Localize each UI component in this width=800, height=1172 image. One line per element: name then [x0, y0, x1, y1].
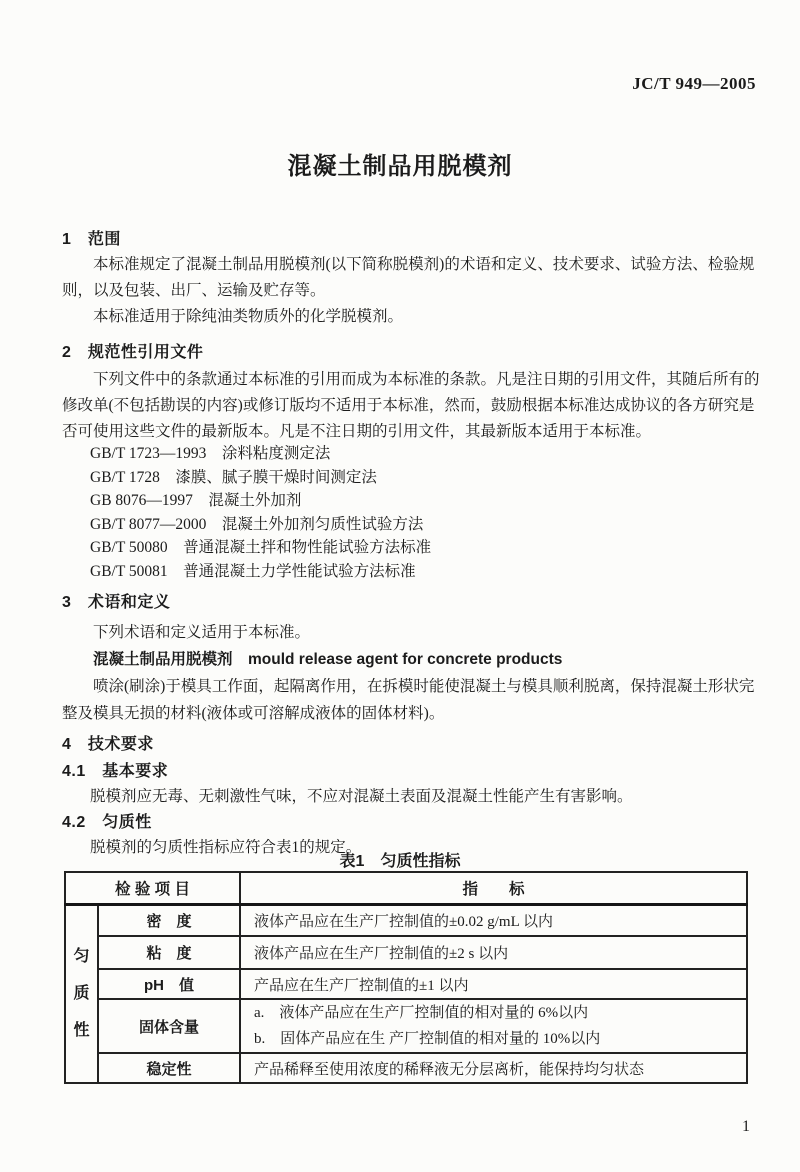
term-definition-title: 混凝土制品用脱模剂 mould release agent for concrete products: [93, 651, 563, 668]
item-solid-content: 固体含量: [98, 999, 240, 1053]
paragraph-line: 下列文件中的条款通过本标准的引用而成为本标准的条款。凡是注日期的引用文件，其随后所有的: [93, 371, 760, 388]
section-2-paragraph: [62, 367, 760, 445]
reference-item: GB/T 8077—2000 混凝土外加剂匀质性试验方法: [90, 515, 424, 533]
section-4-1-text: [90, 784, 776, 810]
paragraph-line: 否可使用这些文件的最新版本。凡是不注日期的引用文件，其最新版本适用于本标准。: [62, 423, 652, 440]
reference-item: GB/T 50081 普通混凝土力学性能试验方法标准: [90, 562, 416, 580]
group-label-text: 匀质性: [73, 948, 90, 1040]
item-density: 密 度: [98, 904, 240, 936]
table-row: [65, 904, 747, 936]
index-solid-content-a: a. 液体产品应在生产厂控制值的相对量的 6%以内: [254, 1005, 589, 1021]
index-solid-content: [240, 999, 747, 1053]
col-header-index: 指 标: [240, 872, 747, 904]
paragraph-line: 本标准适用于除纯油类物质外的化学脱模剂。: [93, 308, 404, 325]
table-1-caption: 表1 匀质性指标: [339, 853, 461, 870]
table-header-row: [65, 872, 747, 904]
paragraph-line: 本标准规定了混凝土制品用脱模剂(以下简称脱模剂)的术语和定义、技术要求、试验方法、检验规: [93, 256, 755, 273]
terms-intro-line: 下列术语和定义适用于本标准。: [93, 624, 311, 641]
reference-item: GB/T 50080 普通混凝土拌和物性能试验方法标准: [90, 539, 432, 556]
section-1-heading: 1 范围: [62, 231, 121, 248]
table-row: [65, 999, 747, 1053]
table-row: [65, 1053, 747, 1083]
index-viscosity: 液体产品应在生产厂控制值的±2 s 以内: [240, 936, 747, 969]
reference-item: GB/T 1723—1993 涂料粘度测定法: [90, 445, 331, 462]
definition-line: 整及模具无损的材料(液体或可溶解成液体的固体材料)。: [62, 705, 445, 722]
index-ph-value: 产品应在生产厂控制值的±1 以内: [240, 969, 747, 999]
section-3-heading: 3 术语和定义: [62, 594, 171, 611]
index-solid-content-b: b. 固体产品应在生 产厂控制值的相对量的 10%以内: [254, 1031, 601, 1047]
index-density: 液体产品应在生产厂控制值的±0.02 g/mL 以内: [240, 904, 747, 936]
table-row: [65, 969, 747, 999]
paragraph-line: 脱模剂应无毒、无刺激性气味，不应对混凝土表面及混凝土性能产生有害影响。: [90, 788, 633, 805]
paragraph-line: 则，以及包装、出厂、运输及贮存等。: [62, 282, 326, 299]
definition-line: 喷涂(刷涂)于模具工作面，起隔离作用，在拆模时能使混凝土与模具顺利脱离，保持混凝土形状完: [93, 678, 755, 695]
col-header-inspection-item: 检 验 项 目: [65, 872, 240, 904]
paragraph-line: 修改单(不包括勘误的内容)或修订版均不适用于本标准，然而，鼓励根据本标准达成协议的各方研究是: [62, 397, 755, 414]
homogeneity-index-table: [64, 871, 748, 1084]
section-2-heading: 2 规范性引用文件: [62, 344, 204, 361]
table-row: [65, 936, 747, 969]
group-label-homogeneity: [65, 904, 98, 1083]
section-4-heading: 4 技术要求: [62, 736, 154, 753]
item-stability: 稳定性: [98, 1053, 240, 1083]
standard-code: JC/T 949—2005: [632, 74, 756, 93]
document-title: 混凝土制品用脱模剂: [287, 153, 513, 180]
reference-list: [90, 442, 776, 583]
section-4-1-heading: 4.1 基本要求: [62, 763, 169, 780]
page-number: 1: [742, 1118, 750, 1135]
section-1-paragraph: [62, 252, 755, 330]
reference-item: GB 8076—1997 混凝土外加剂: [90, 492, 302, 509]
reference-item: GB/T 1728 漆膜、腻子膜干燥时间测定法: [90, 468, 377, 486]
paragraph-line: 脱模剂的匀质性指标应符合表1的规定。: [90, 839, 362, 856]
item-viscosity: 粘 度: [98, 936, 240, 969]
section-4-2-heading: 4.2 匀质性: [62, 814, 152, 831]
index-stability: 产品稀释至使用浓度的稀释液无分层离析，能保持均匀状态: [240, 1053, 747, 1083]
section-3-body: [62, 619, 755, 727]
item-ph-value: pH 值: [98, 969, 240, 999]
